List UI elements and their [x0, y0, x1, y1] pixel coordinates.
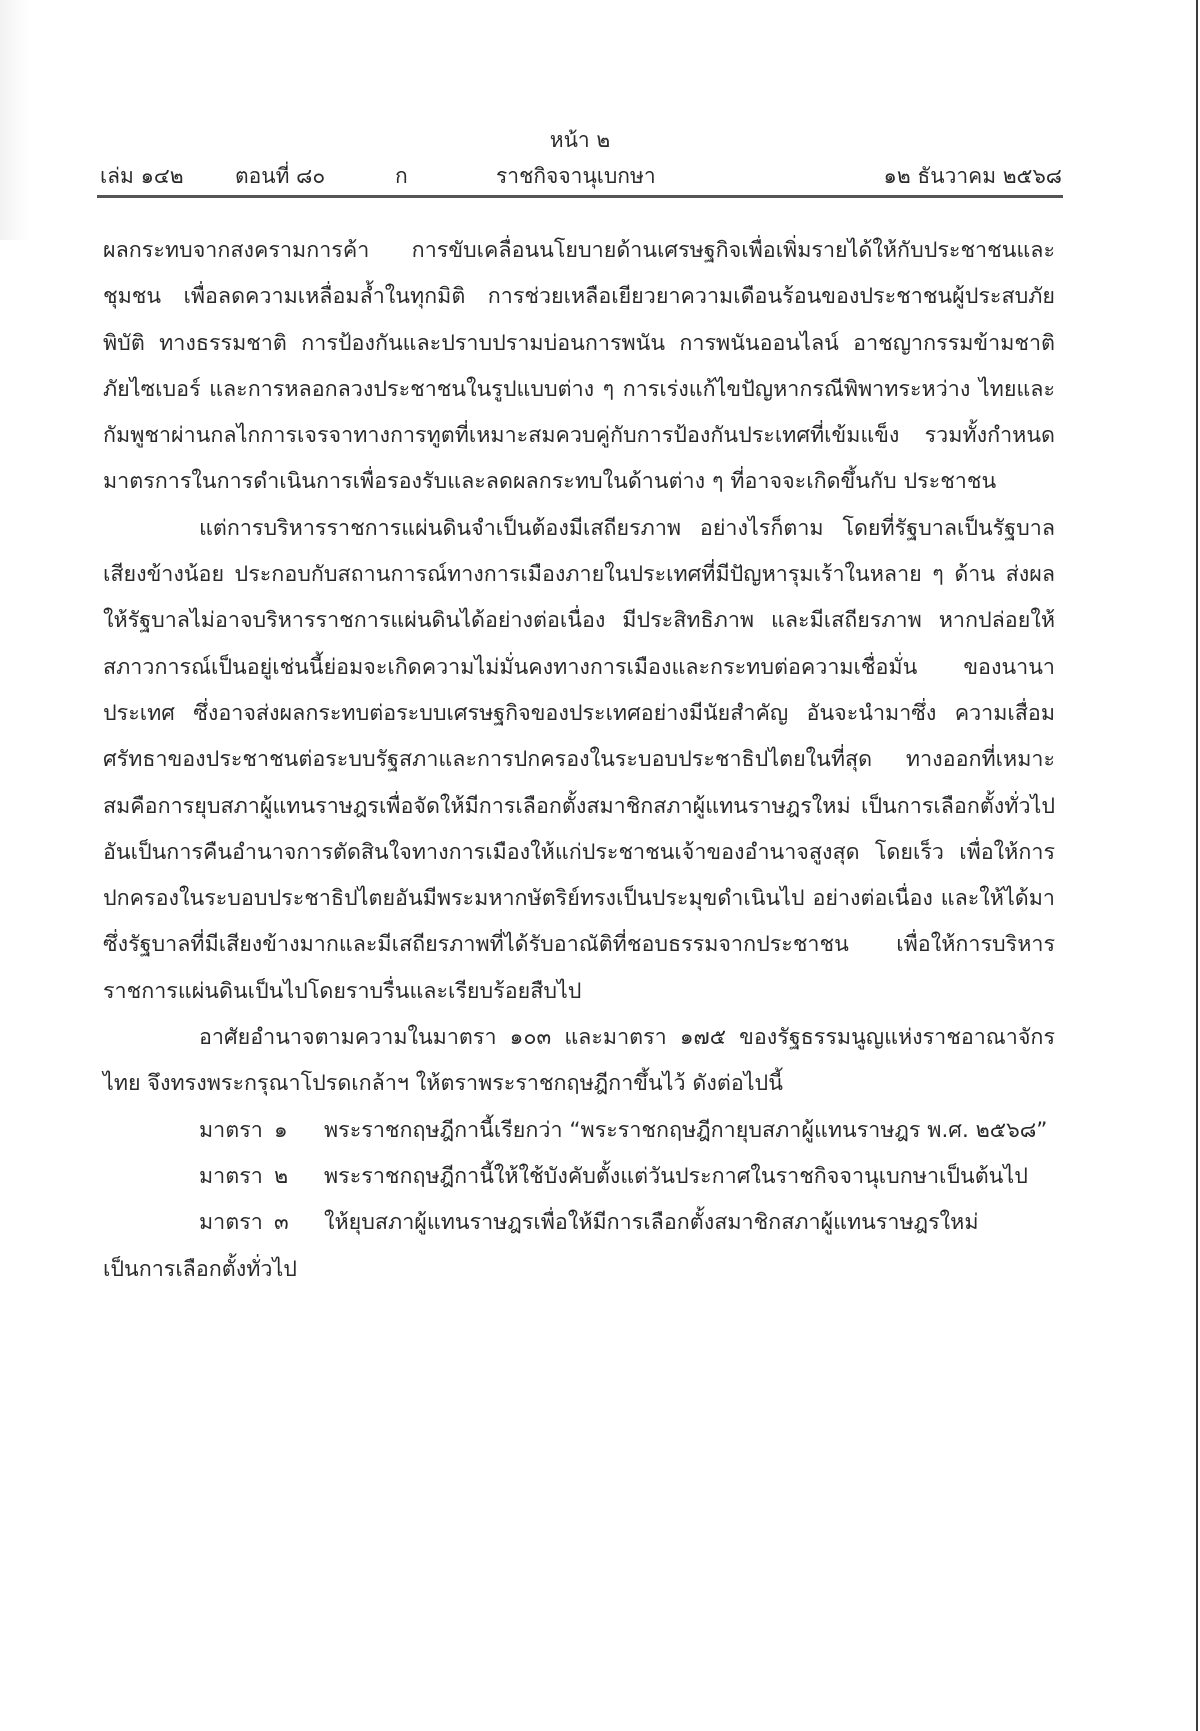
page-number: หน้า ๒	[549, 128, 611, 152]
section-text: พระราชกฤษฎีกานี้ให้ใช้บังคับตั้งแต่วันประกาศในราชกิจจานุเบกษาเป็นต้นไป	[324, 1163, 1028, 1189]
page-edge-border	[1196, 0, 1198, 1731]
paragraph-2: แต่การบริหารราชการแผ่นดินจำเป็นต้องมีเสถียรภาพ อย่างไรก็ตาม โดยที่รัฐบาลเป็นรัฐบาล เสียงข้างน้อย ประกอบกับสถานการณ์ทางการเมืองภายในประเทศที่มีปัญหารุมเร้าในหลาย ๆ ด้าน ส่งผลให้รัฐบาลไม่อาจบริหารราชการแผ่นดินได้อย่างต่อเนื่อง มีประสิทธิภาพ และมีเสถียรภาพ หากปล่อยให้สภาวการณ์เป็นอยู่เช่นนี้ย่อมจะเกิดความไม่มั่นคงทางการเมืองและกระทบต่อความเชื่อมั่น ของนานาประเทศ ซึ่งอาจส่งผลกระทบต่อระบบเศรษฐกิจของประเทศอย่างมีนัยสำคัญ อันจะนำมาซึ่ง ความเสื่อมศรัทธาของประชาชนต่อระบบรัฐสภาและการปกครองในระบอบประชาธิปไตยในที่สุด ทางออกที่เหมาะสมคือการยุบสภาผู้แทนราษฎรเพื่อจัดให้มีการเลือกตั้งสมาชิกสภาผู้แทนราษฎรใหม่ เป็นการเลือกตั้งทั่วไป อันเป็นการคืนอำนาจการตัดสินใจทางการเมืองให้แก่ประชาชนเจ้าของอำนาจสูงสุด โดยเร็ว เพื่อให้การปกครองในระบอบประชาธิปไตยอันมีพระมหากษัตริย์ทรงเป็นประมุขดำเนินไป อย่างต่อเนื่อง และให้ได้มาซึ่งรัฐบาลที่มีเสียงข้างมากและมีเสถียรภาพที่ได้รับอาณัติที่ชอบธรรมจากประชาชน เพื่อให้การบริหารราชการแผ่นดินเป็นไปโดยราบรื่นและเรียบร้อยสืบไป	[103, 515, 1055, 1004]
section-number: ๒	[274, 1163, 289, 1189]
section-1	[103, 1108, 1055, 1154]
section-label: มาตรา	[199, 1163, 263, 1189]
paragraph-1: ผลกระทบจากสงครามการค้า การขับเคลื่อนนโยบายด้านเศรษฐกิจเพื่อเพิ่มรายได้ให้กับประชาชนและชุมชน เพื่อลดความเหลื่อมล้ำในทุกมิติ การช่วยเหลือเยียวยาความเดือนร้อนของประชาชนผู้ประสบภัยพิบัติ ทางธรรมชาติ การป้องกันและปราบปรามบ่อนการพนัน การพนันออนไลน์ อาชญากรรมข้ามชาติ ภัยไซเบอร์ และการหลอกลวงประชาชนในรูปแบบต่าง ๆ การเร่งแก้ไขปัญหากรณีพิพาทระหว่าง ไทยและกัมพูชาผ่านกลไกการเจรจาทางการทูตที่เหมาะสมควบคู่กับการป้องกันประเทศที่เข้มแข็ง รวมทั้งกำหนดมาตรการในการดำเนินการเพื่อรองรับและลดผลกระทบในด้านต่าง ๆ ที่อาจจะเกิดขึ้นกับ ประชาชน	[103, 238, 1055, 495]
publication-name: ราชกิจจานุเบกษา	[496, 164, 656, 188]
header-rule	[97, 195, 1063, 198]
section-2	[103, 1154, 1055, 1200]
section-letter: ก	[395, 164, 408, 188]
paragraph-3: อาศัยอำนาจตามความในมาตรา ๑๐๓ และมาตรา ๑๗๕ ของรัฐธรรมนูญแห่งราชอาณาจักรไทย จึงทรงพระกรุณาโปรดเกล้าฯ ให้ตราพระราชกฤษฎีกาขึ้นไว้ ดังต่อไปนี้	[103, 1025, 1055, 1097]
section-text: ให้ยุบสภาผู้แทนราษฎรเพื่อให้มีการเลือกตั้งสมาชิกสภาผู้แทนราษฎรใหม่ เป็นการเลือกตั้งทั่วไป	[103, 1210, 979, 1282]
scan-edge-shade	[0, 0, 30, 240]
section-label: มาตรา	[199, 1117, 263, 1143]
publication-date: ๑๒ ธันวาคม ๒๕๖๘	[883, 164, 1062, 188]
document-body	[103, 228, 1055, 1293]
section-text: พระราชกฤษฎีกานี้เรียกว่า “พระราชกฤษฎีกายุบสภาผู้แทนราษฎร พ.ศ. ๒๕๖๘”	[324, 1117, 1048, 1143]
section-number: ๑	[274, 1117, 288, 1143]
issue-number: ตอนที่ ๘๐	[235, 164, 326, 188]
section-3	[103, 1200, 1055, 1293]
volume-number: เล่ม ๑๔๒	[100, 164, 184, 188]
section-number: ๓	[274, 1210, 289, 1236]
section-label: มาตรา	[199, 1210, 263, 1236]
gazette-header	[100, 160, 1062, 192]
